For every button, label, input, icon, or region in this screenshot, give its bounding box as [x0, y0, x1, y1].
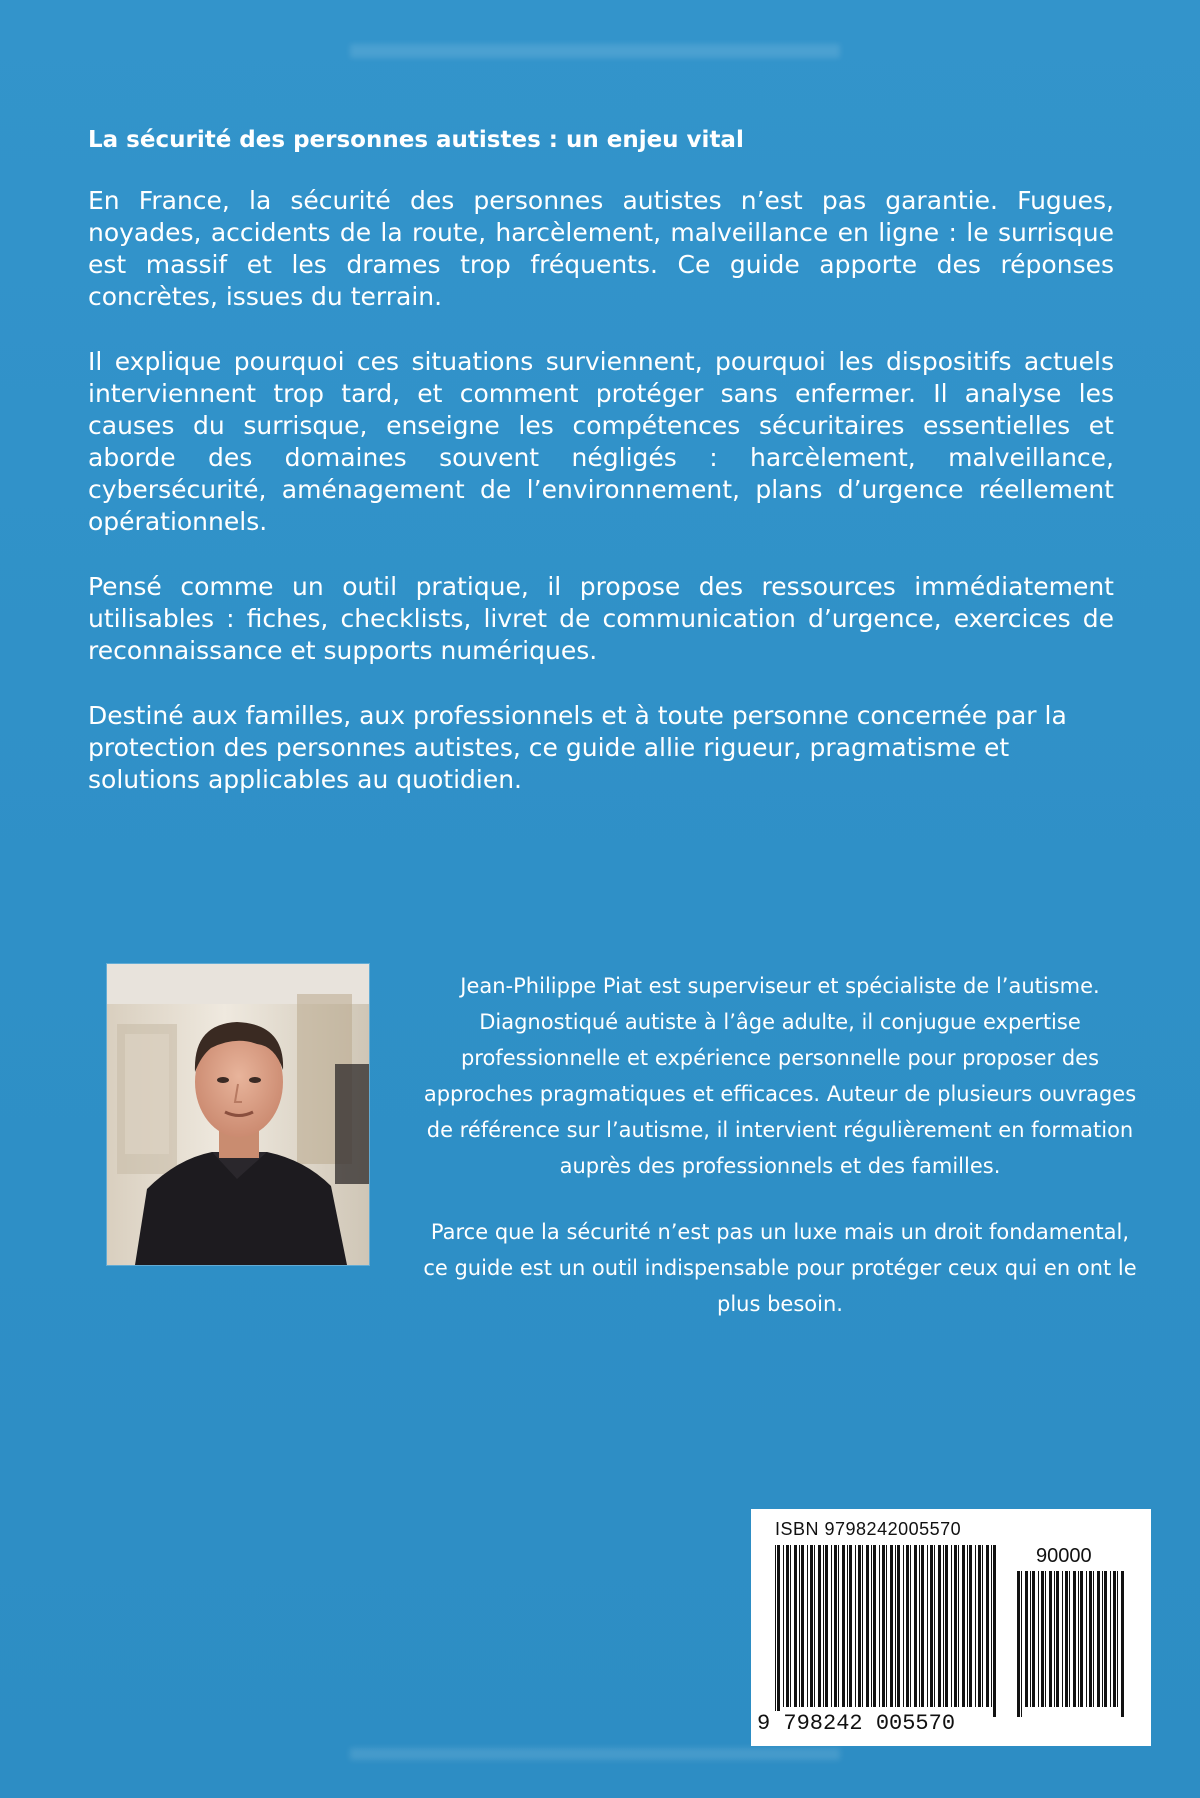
barcode-bar: [945, 1545, 948, 1707]
barcode-bar: [910, 1545, 911, 1707]
barcode-bar: [1117, 1571, 1118, 1707]
barcode-bar: [978, 1545, 981, 1707]
barcode-bar: [1102, 1571, 1103, 1707]
author-portrait-illustration: [107, 964, 369, 1265]
barcode-bar: [831, 1545, 832, 1707]
barcode-bar: [993, 1545, 996, 1717]
barcode-bar: [834, 1545, 837, 1707]
barcode-bar: [799, 1545, 800, 1707]
barcode-bar: [1080, 1571, 1083, 1707]
barcode-bar: [838, 1545, 839, 1707]
barcode-bar: [967, 1545, 968, 1707]
barcode-bar: [921, 1545, 924, 1707]
barcode-bar: [783, 1545, 784, 1707]
barcode-bar: [934, 1545, 935, 1707]
blurb-paragraph-3: Pensé comme un outil pratique, il propose des ressources immédiatement utilisables : fiches, checklists, livret de communication d’urgence, exercices de reconnaissance et supports numériques.: [88, 572, 1114, 665]
barcode-bar: [930, 1545, 933, 1707]
barcode-bar: [951, 1545, 952, 1707]
price-code-label: 90000: [1036, 1545, 1092, 1567]
author-portrait-photo: [107, 964, 369, 1265]
barcode-bar: [1038, 1571, 1039, 1707]
barcode-bar: [954, 1545, 957, 1707]
barcode-bar: [862, 1545, 863, 1707]
barcode-bar: [775, 1545, 776, 1717]
barcode-bar: [847, 1545, 848, 1707]
blurb-section: [88, 122, 1114, 829]
isbn-barcode: [751, 1509, 1151, 1746]
barcode-bar: [882, 1545, 885, 1707]
barcode-bar: [958, 1545, 959, 1707]
barcode-bar: [1030, 1571, 1031, 1707]
barcode-bar: [823, 1545, 824, 1707]
barcode-bar: [814, 1545, 815, 1707]
barcode-bar: [849, 1545, 852, 1707]
barcode-bar: [1065, 1571, 1068, 1707]
barcode-bar: [1069, 1571, 1070, 1707]
barcode-bar: [1073, 1571, 1076, 1707]
barcode-bar: [807, 1545, 808, 1707]
barcode-bar: [777, 1545, 780, 1717]
barcode-bar: [890, 1545, 893, 1707]
barcode-bar: [919, 1545, 920, 1707]
barcode-bar: [810, 1545, 813, 1707]
barcode-bar: [1062, 1571, 1063, 1707]
barcode-bar: [786, 1545, 789, 1707]
barcode-bar: [879, 1545, 880, 1707]
barcode-bar: [1121, 1571, 1124, 1717]
barcode-bar: [1093, 1571, 1094, 1707]
barcode-bar: [858, 1545, 861, 1707]
barcode-bar: [975, 1545, 976, 1707]
barcode-bar: [914, 1545, 917, 1707]
blurb-paragraph-1: En France, la sécurité des personnes autistes n’est pas garantie. Fugues, noyades, accidents de la route, harcèlement, malveillance en ligne : le surrisque est massif et les drames trop fréquents. Ce guide apporte des réponses concrètes, issues du terrain.: [88, 186, 1114, 311]
top-print-strip: [350, 44, 840, 58]
barcode-bar: [903, 1545, 904, 1707]
barcode-bar: [906, 1545, 909, 1707]
barcode-bar: [1041, 1571, 1044, 1707]
blurb-heading: La sécurité des personnes autistes : un enjeu vital: [88, 127, 744, 153]
barcode-bar: [886, 1545, 887, 1707]
barcode-bar: [1025, 1571, 1028, 1707]
author-bio: [420, 968, 1140, 1352]
barcode-bar: [790, 1545, 791, 1707]
barcode-bar: [1056, 1571, 1059, 1707]
barcode-bar: [943, 1545, 944, 1707]
barcode-bar: [1089, 1571, 1092, 1707]
barcode-bar: [969, 1545, 972, 1707]
closing-statement: Parce que la sécurité n’est pas un luxe mais un droit fondamental, ce guide est un outil indispensable pour protéger ceux qui en ont le plus besoin.: [423, 1220, 1137, 1316]
isbn-label: ISBN 9798242005570: [775, 1519, 962, 1539]
barcode-bar: [873, 1545, 876, 1707]
barcode-bar: [1078, 1571, 1079, 1707]
barcode-bar: [1017, 1571, 1020, 1717]
barcode-bar: [842, 1545, 845, 1707]
barcode-bar: [897, 1545, 900, 1707]
barcode-bar: [986, 1545, 989, 1707]
blurb-paragraph-4: Destiné aux familles, aux professionnels et à toute personne concernée par la protection des personnes autistes, ce guide allie rigueur, pragmatisme et solutions applicables au quotidien.: [88, 701, 1067, 794]
barcode-bar: [895, 1545, 896, 1707]
barcode-bar: [855, 1545, 856, 1707]
barcode-bar: [1021, 1571, 1022, 1717]
barcode-bar: [927, 1545, 928, 1707]
barcode-bar: [1086, 1571, 1087, 1707]
author-bio-paragraph: Jean-Philippe Piat est superviseur et spécialiste de l’autisme. Diagnostiqué autiste à l’âge adulte, il conjugue expertise professionnelle et expérience personnelle pour proposer des approches pragmatiques et efficaces. Auteur de plusieurs ouvrages de référence sur l’autisme, il intervient régulièrement en formation auprès des professionnels et des familles.: [423, 974, 1137, 1178]
barcode-bar: [938, 1545, 941, 1707]
barcode-bar: [1032, 1571, 1035, 1707]
bottom-print-strip: [350, 1748, 840, 1760]
barcode-bar: [962, 1545, 965, 1707]
barcode-bar: [1113, 1571, 1116, 1707]
barcode-digits: 9 798242 005570: [757, 1711, 956, 1736]
blurb-paragraph-2: Il explique pourquoi ces situations surviennent, pourquoi les dispositifs actuels interviennent trop tard, et comment protéger sans enfermer. Il analyse les causes du surrisque, enseigne les compétences sécuritaires essentielles et aborde des domaines souvent négligés : harcèlement, malveillance, cybersécurité, aménagement de l’environnement, plans d’urgence réellement opérationnels.: [88, 347, 1114, 536]
barcode-bar: [1049, 1571, 1052, 1707]
barcode-bar: [825, 1545, 828, 1707]
barcode-bar: [1097, 1571, 1100, 1707]
barcode-bar: [991, 1545, 992, 1707]
barcode-bar: [1104, 1571, 1107, 1707]
barcode-bar: [1054, 1571, 1055, 1707]
barcode-bar: [801, 1545, 804, 1707]
barcode-bar: [1110, 1571, 1111, 1707]
barcode-bar: [818, 1545, 821, 1707]
barcode-bar: [982, 1545, 983, 1707]
barcode-bar: [871, 1545, 872, 1707]
barcode-bar: [794, 1545, 797, 1707]
barcode-bar: [1045, 1571, 1046, 1707]
barcode-bar: [866, 1545, 869, 1707]
